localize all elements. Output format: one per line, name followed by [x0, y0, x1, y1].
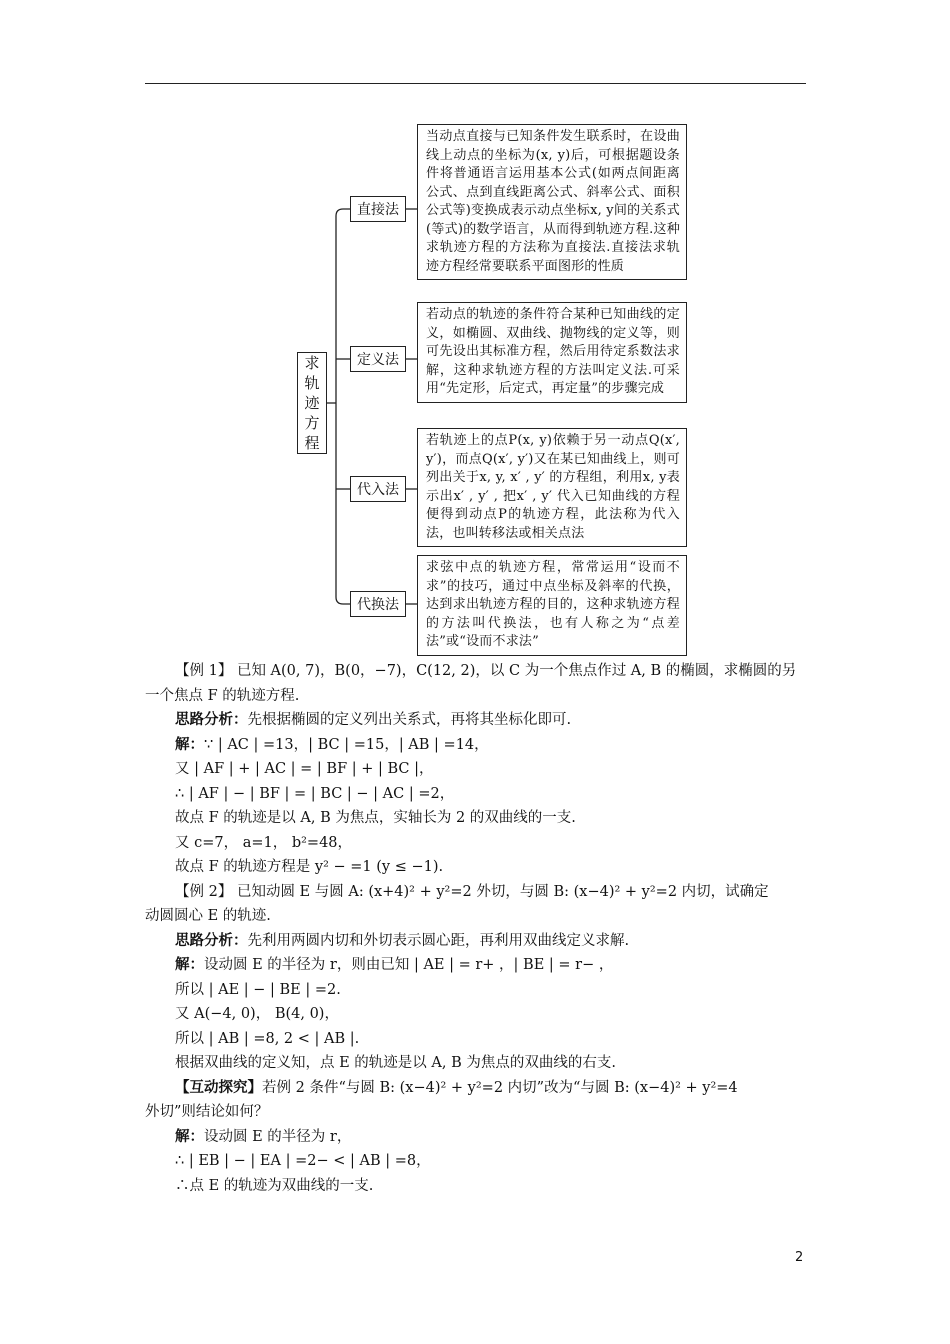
method-label-replacement: 代换法: [350, 591, 406, 617]
solution-heading: 解：: [175, 956, 204, 973]
document-body: [145, 659, 810, 1198]
solution-line: 故点 F 的轨迹是以 A, B 为焦点，实轴长为 2 的双曲线的一支.: [175, 810, 576, 826]
solution-line: 又 A(−4, 0)， B(4, 0)，: [175, 1006, 339, 1022]
root-char: 求: [304, 354, 320, 372]
root-char: 迹: [304, 394, 320, 412]
mind-map-diagram: [0, 0, 950, 660]
solution-heading: 解：: [175, 735, 204, 753]
exploration-solution: [145, 1125, 810, 1150]
analysis-heading: 思路分析：: [175, 711, 248, 728]
method-label-direct: 直接法: [350, 196, 406, 222]
method-label-substitution: 代入法: [350, 476, 406, 502]
page-number: 2: [795, 1250, 804, 1265]
root-char: 程: [304, 434, 320, 452]
root-label-box: [297, 352, 327, 454]
solution-line: 所以 | AE | − | BE | =2.: [175, 981, 341, 998]
example-2-solution: [145, 953, 810, 978]
interactive-exploration: [145, 1076, 810, 1101]
solution-text: ∵ | AC | =13，| BC | =15，| AB | =14，: [204, 736, 489, 753]
example-1-statement-cont: 一个焦点 F 的轨迹方程.: [145, 687, 300, 704]
root-char: 方: [304, 414, 320, 432]
analysis-text: 先利用两圆内切和外切表示圆心距，再利用双曲线定义求解.: [247, 932, 630, 949]
exploration-text: 若例 2 条件“与圆 B: (x−4)² + y²=2 内切”改为“与圆 B: (x−4)² + y²=4: [262, 1079, 738, 1096]
solution-text: 设动圆 E 的半径为 r，: [204, 1128, 352, 1145]
method-desc-direct: 当动点直接与已知条件发生联系时，在设曲线上动点的坐标为(x, y)后，可根据题设条件将普通语言运用基本公式(如两点间距离公式、点到直线距离公式、斜率公式、面积公式等)变换成表示动点坐标x, y间的关系式(等式)的数学语言，从而得到轨迹方程.这种求轨迹方程的方法称为直接法.直接法求轨迹方程经常要联系平面图形的性质: [417, 124, 687, 280]
example-2-statement-cont: 动圆圆心 E 的轨迹.: [145, 908, 271, 924]
example-2-statement: 【例 2】 已知动圆 E 与圆 A: (x+4)² + y²=2 外切，与圆 B: (x−4)² + y²=2 内切，试确定: [175, 883, 769, 900]
solution-line: ∴点 E 的轨迹为双曲线的一支.: [175, 1177, 374, 1194]
exploration-heading: 【互动探究】: [175, 1078, 262, 1096]
solution-heading: 解：: [175, 1127, 204, 1145]
solution-text: 设动圆 E 的半径为 r，则由已知 | AE | = r+ ，| BE | = r− ，: [204, 957, 614, 973]
root-char: 轨: [304, 374, 320, 392]
example-2-analysis: [145, 929, 810, 954]
solution-line: ∴ | EB | − | EA | =2− < | AB | =8，: [175, 1153, 431, 1169]
analysis-heading: 思路分析：: [175, 931, 248, 949]
analysis-text: 先根据椭圆的定义列出关系式，再将其坐标化即可.: [247, 712, 572, 728]
example-1-statement: 【例 1】 已知 A(0, 7)，B(0，−7)，C(12, 2)，以 C 为一个焦点作过 A, B 的椭圆，求椭圆的另: [175, 663, 797, 679]
method-desc-substitution: 若轨迹上的点P(x, y)依赖于另一动点Q(x′, y′)，而点Q(x′, y′)又在某已知曲线上，则可列出关于x, y, x′ , y′ 的方程组，利用x, y表示出x′ , y′ , 把x′ , y′ 代入已知曲线的方程便得到动点P的轨迹方程，此法称为代入法，也叫转移法或相关点法: [417, 428, 687, 547]
solution-line: 所以 | AB | =8, 2 < | AB |.: [175, 1030, 360, 1047]
method-desc-replacement: 求弦中点的轨迹方程，常常运用“设而不求”的技巧，通过中点坐标及斜率的代换，达到求出轨迹方程的目的，这种求轨迹方程的方法叫代换法，也有人称之为“点差法”或“设而不求法”: [417, 555, 687, 656]
solution-line: 根据双曲线的定义知，点 E 的轨迹是以 A, B 为焦点的双曲线的右支.: [175, 1055, 616, 1071]
example-1-analysis: [145, 708, 810, 733]
solution-line: ∴ | AF | − | BF | = | BC | − | AC | =2，: [175, 785, 455, 802]
solution-line: 又 | AF | + | AC | = | BF | + | BC |，: [175, 761, 434, 777]
method-label-definition: 定义法: [350, 346, 406, 372]
solution-line: 故点 F 的轨迹方程是 y² − =1 (y ≤ −1).: [175, 859, 444, 875]
exploration-text-cont: 外切”则结论如何？: [145, 1104, 269, 1120]
method-desc-definition: 若动点的轨迹的条件符合某种已知曲线的定义，如椭圆、双曲线、抛物线的定义等，则可先设出其标准方程，然后用待定系数法求解，这种求轨迹方程的方法叫定义法.可采用“先定形，后定式，再定量”的步骤完成: [417, 302, 687, 403]
solution-line: 又 c=7， a=1， b²=48，: [175, 834, 353, 851]
example-1-solution: [145, 733, 810, 758]
